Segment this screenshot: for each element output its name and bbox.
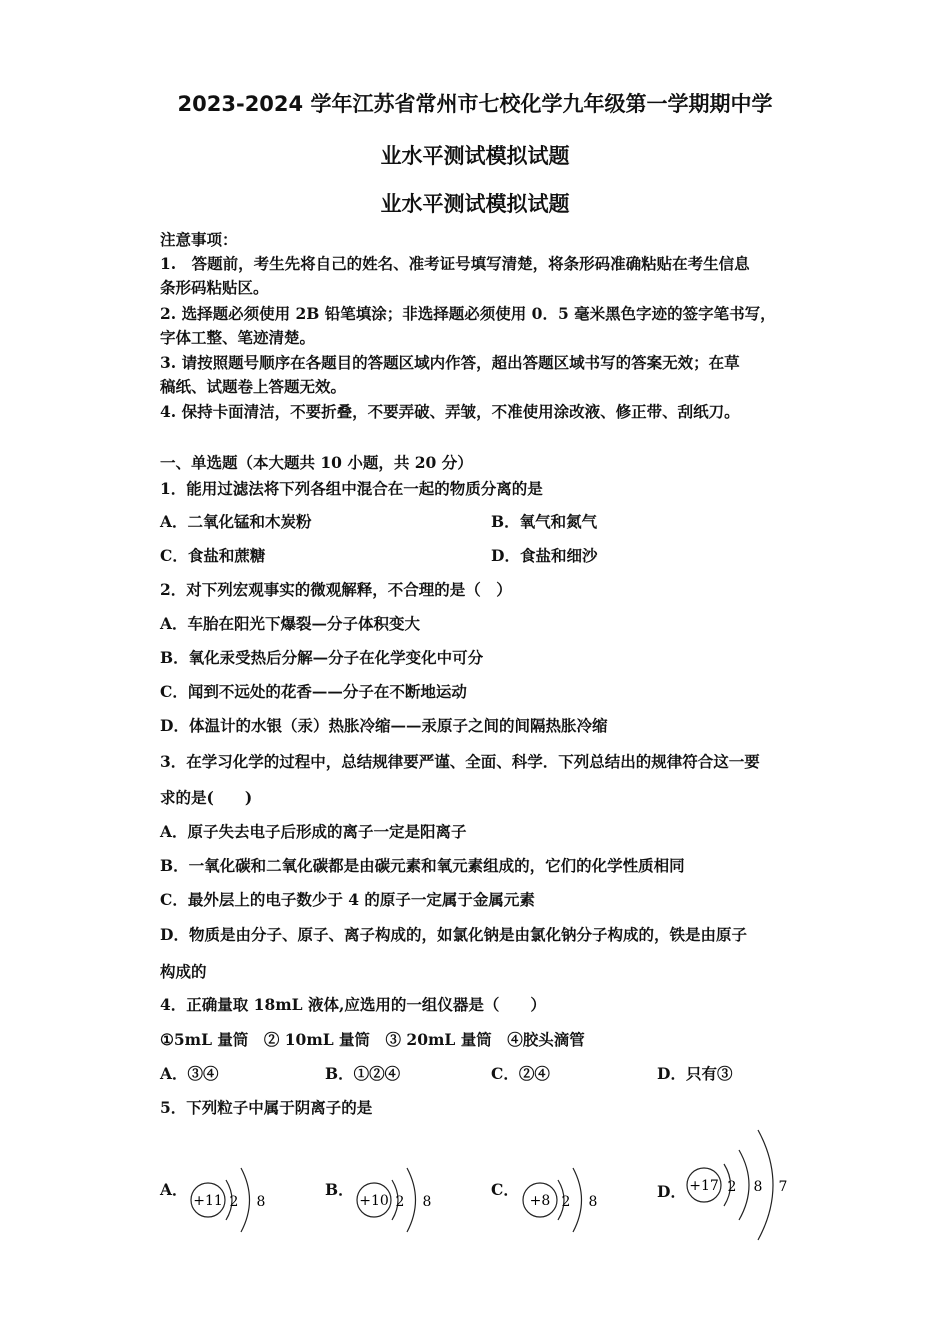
shell-electrons-b-2: 8 — [422, 1194, 432, 1210]
nucleus-charge-b: +10 — [359, 1193, 389, 1209]
question-2-option-c: C．闻到不远处的花香——分子在不断地运动 — [160, 682, 467, 701]
nucleus-charge-d: +17 — [689, 1178, 719, 1194]
question-5-option-a-label: A． — [160, 1180, 188, 1199]
notice-item-1: 1. 答题前，考生先将自己的姓名、准考证号填写清楚，将条形码准确粘贴在考生信息 — [160, 254, 750, 273]
notice-item-1-cont: 条形码粘贴区。 — [160, 278, 269, 297]
notice-item-2-cont: 字体工整、笔迹清楚。 — [160, 328, 316, 347]
notice-item-4: 4. 保持卡面清洁，不要折叠，不要弄破、弄皱，不准使用涂改液、修正带、刮纸刀。 — [160, 402, 740, 421]
nucleus-charge-a: +11 — [193, 1193, 223, 1209]
question-3-stem: 3．在学习化学的过程中，总结规律要严谨、全面、科学．下列总结出的规律符合这一要 — [160, 752, 760, 771]
question-3-option-b: B．一氧化碳和二氧化碳都是由碳元素和氧元素组成的，它们的化学性质相同 — [160, 856, 685, 875]
shell-electrons-d-2: 8 — [753, 1179, 763, 1195]
question-4-option-b: B．①②④ — [325, 1064, 401, 1083]
notice-heading: 注意事项： — [160, 230, 238, 249]
question-5-option-d-label: D． — [657, 1182, 686, 1201]
shell-electrons-d-1: 2 — [727, 1179, 737, 1195]
question-2-option-d: D．体温计的水银（汞）热胀冷缩——汞原子之间的间隔热胀冷缩 — [160, 716, 608, 735]
question-1-option-d: D．食盐和细沙 — [491, 546, 598, 565]
ion-diagram-c — [518, 1150, 608, 1245]
question-2-option-b: B．氧化汞受热后分解—分子在化学变化中可分 — [160, 648, 484, 667]
question-3-option-d: D．物质是由分子、原子、离子构成的，如氯化钠是由氯化钠分子构成的，铁是由原子 — [160, 925, 747, 944]
question-1-option-b: B．氧气和氮气 — [491, 512, 598, 531]
ion-diagram-a — [186, 1150, 276, 1245]
question-5-stem: 5．下列粒子中属于阴离子的是 — [160, 1098, 373, 1117]
question-4-option-a: A．③④ — [160, 1064, 219, 1083]
notice-item-3-cont: 稿纸、试题卷上答题无效。 — [160, 377, 347, 396]
shell-electrons-c-2: 8 — [588, 1194, 598, 1210]
question-1-stem: 1．能用过滤法将下列各组中混合在一起的物质分离的是 — [160, 479, 543, 498]
question-3-option-d-cont: 构成的 — [160, 962, 207, 981]
shell-electrons-a-1: 2 — [229, 1194, 239, 1210]
question-3-option-a: A．原子失去电子后形成的离子一定是阳离子 — [160, 822, 467, 841]
shell-electrons-a-2: 8 — [256, 1194, 266, 1210]
page-title: 2023-2024 学年江苏省常州市七校化学九年级第一学期期中学 — [177, 92, 773, 116]
ion-diagram-b — [352, 1150, 442, 1245]
shell-electrons-c-1: 2 — [561, 1194, 571, 1210]
nucleus-charge-c: +8 — [529, 1193, 551, 1209]
question-4-option-d: D．只有③ — [657, 1064, 733, 1083]
question-5-option-c-label: C． — [491, 1180, 519, 1199]
question-4-option-c: C．②④ — [491, 1064, 550, 1083]
notice-item-2: 2. 选择题必须使用 2B 铅笔填涂；非选择题必须使用 0．5 毫米黑色字迹的签字笔书写， — [160, 304, 776, 323]
section-heading: 一、单选题（本大题共 10 小题，共 20 分） — [160, 453, 473, 472]
question-2-stem: 2．对下列宏观事实的微观解释，不合理的是（ ） — [160, 580, 512, 599]
page-title-line3: 业水平测试模拟试题 — [380, 192, 570, 216]
notice-item-3: 3. 请按照题号顺序在各题目的答题区域内作答，超出答题区域书写的答案无效；在草 — [160, 353, 740, 372]
question-3-option-c: C．最外层上的电子数少于 4 的原子一定属于金属元素 — [160, 890, 535, 909]
shell-electrons-b-1: 2 — [395, 1194, 405, 1210]
question-4-stem: 4．正确量取 18mL 液体,应选用的一组仪器是（ ） — [160, 995, 546, 1014]
question-3-stem-cont: 求的是( ) — [160, 788, 253, 807]
ion-diagram-d — [682, 1122, 797, 1252]
shell-electrons-d-3: 7 — [778, 1179, 788, 1195]
question-5-option-b-label: B． — [325, 1180, 354, 1199]
question-1-option-c: C．食盐和蔗糖 — [160, 546, 266, 565]
question-1-option-a: A．二氧化锰和木炭粉 — [160, 512, 312, 531]
question-2-option-a: A．车胎在阳光下爆裂—分子体积变大 — [160, 614, 421, 633]
question-4-items: ①5mL 量筒 ② 10mL 量筒 ③ 20mL 量筒 ④胶头滴管 — [160, 1030, 585, 1049]
page-title-line2: 业水平测试模拟试题 — [380, 144, 570, 168]
